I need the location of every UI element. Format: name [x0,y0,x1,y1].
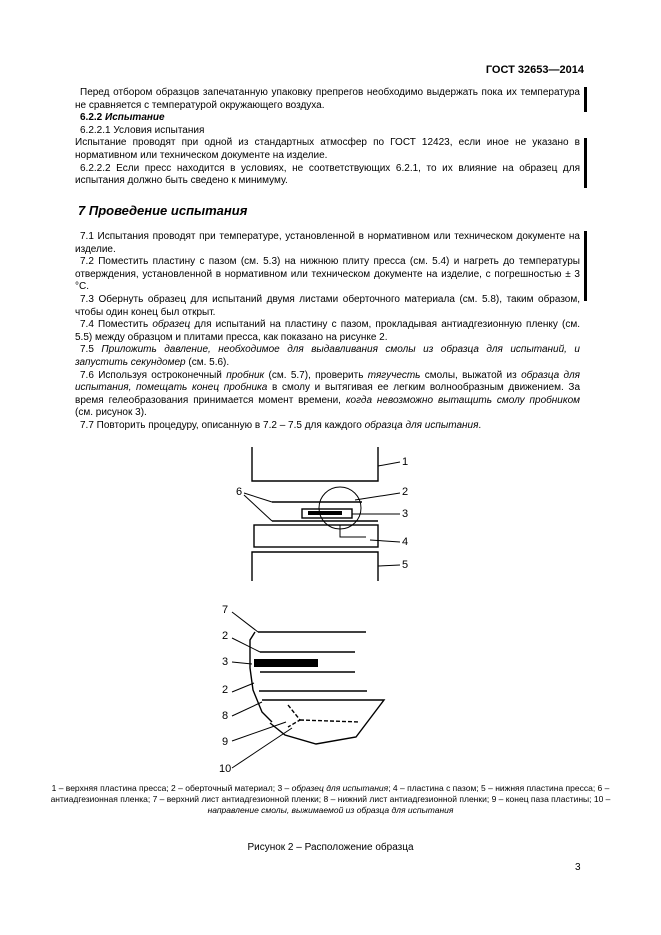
figure-title: Рисунок 2 – Расположение образца [247,842,414,853]
paragraph-7-7: 7.7 Повторить процедуру, описанную в 7.2 – 7.5 для каждого образца для испытания. [80,419,482,431]
paragraph-7-3: 7.3 Обернуть образец для испытаний двумя листами оберточного материала (см. 5.8), таким образом, чтобы один конец был открыт. [75,293,580,318]
paragraph-7-5: 7.5 Приложить давление, необходимое для выдавливания смолы из образца для испытаний, и запустить секундомер (см. 5.6). [75,344,580,368]
paragraph-7-1: 7.1 Испытания проводят при температуре, установленной в нормативном или техническом документе на изделие. [75,231,580,255]
figure-caption: 1 – верхняя пластина пресса; 2 – оберточный материал; 3 – образец для испытания; 4 – пластина с пазом; 5 – нижняя пластина пресса; 6 – антиадгезионная пленка; 7 – верхний лист антиадгезионной пленки; 8 – нижний лист антиадгезионной пленки; 9 – конец паза пластины; 10 – направление смолы, выжимаемой из образца для испытания [50,783,611,815]
paragraph-7-4: 7.4 Поместить образец для испытаний на пластину с пазом, прокладывая антиадгезионную пленку (см. 5.5) между образцом и плитами пресса, как показано на рисунке 2. [75,319,580,343]
figure-label: 4 [402,536,409,548]
figure-label: 9 [222,736,229,748]
figure-label: 3 [222,656,229,668]
intro-paragraph: Перед отбором образцов запечатанную упаковку препрегов необходимо выдержать пока их температура не сравняется с температурой окружающего воздуха. [75,87,580,111]
figure-label: 2 [222,684,229,696]
subsection-title: 6.2.2 Испытание [80,112,165,124]
figure-label: 1 [402,456,409,468]
figure-label: 7 [222,604,229,616]
subsection-6-2-2-1-title: 6.2.2.1 Условия испытания [80,124,205,136]
groove-outline [340,525,366,537]
specimen-detail [254,659,318,667]
subsection-6-2-2-1-text: Испытание проводят при одной из стандартных атмосфер по ГОСТ 12423, если иное не указано в нормативном или техническом документе на изделие. [75,137,580,161]
groove-end [288,705,300,727]
section-7-heading: 7 Проведение испытания [78,203,248,218]
plate-with-groove [254,525,378,547]
upper-press-plate [252,447,378,481]
wrap-edge [250,632,272,722]
lower-press-plate [252,552,378,581]
figure-label: 6 [236,486,243,498]
figure-label: 8 [222,710,229,722]
figure-label: 2 [222,630,229,642]
detail-circle [319,487,361,529]
paragraph-7-2: 7.2 Поместить пластину с пазом (см. 5.3) на нижнюю плиту пресса (см. 5.4) и нагреть до температуры отверждения, установленной в нормативном или техническом документе на изделие, с погрешностью ± 3 °С. [75,256,580,293]
paragraph-7-6: 7.6 Используя остроконечный пробник (см. 5.7), проверить тягучесть смолы, выжатой из образца для испытания, помещать конец пробника в смолу и вытягивая ее легким волнообразным движением. За время гелеобразования принимается момент времени, когда невозможно вытащить смолу пробником (см. рисунок 3). [75,369,581,419]
figure-label: 3 [402,508,409,520]
subsection-6-2-2-2-text: 6.2.2.2 Если пресс находится в условиях, не соответствующих 6.2.1, то их влияние на образец для испытания должно быть сведено к минимуму. [75,162,580,187]
specimen [308,511,342,515]
figure-label: 2 [402,486,409,498]
resin-flow-area [262,700,384,744]
resin-direction-arrow [300,720,360,722]
figure-label: 10 [219,763,232,775]
standard-header: ГОСТ 32653—2014 [485,64,584,76]
page-number: 3 [575,862,581,873]
figure-label: 5 [402,559,409,571]
